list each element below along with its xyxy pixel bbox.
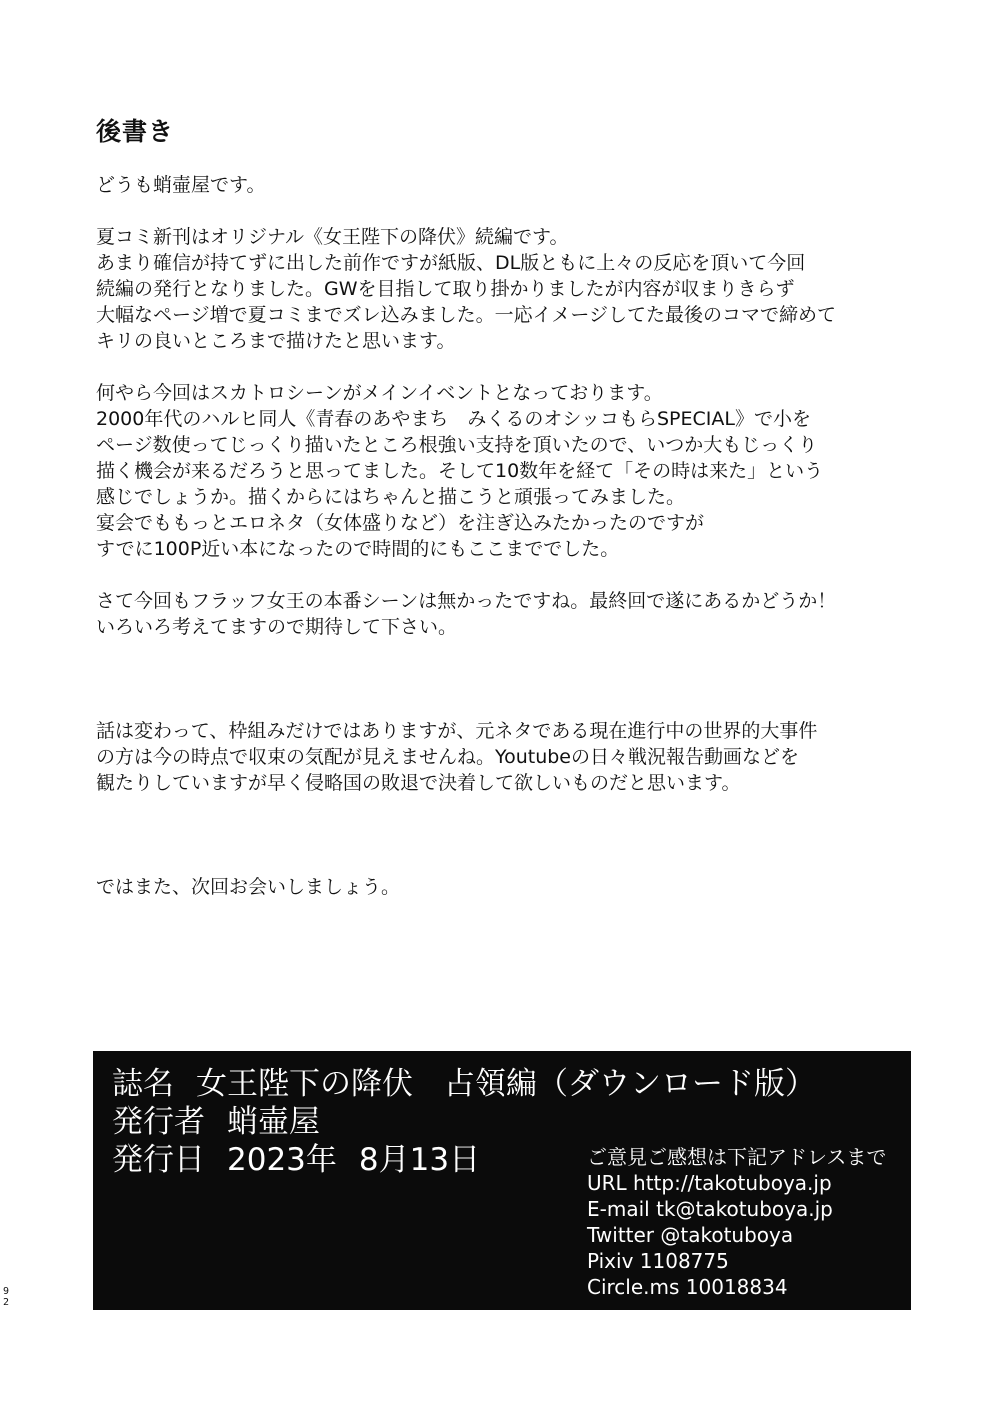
contact-circle: Circle.ms 10018834 — [587, 1275, 788, 1299]
paragraph-queen — [96, 588, 926, 640]
text-line: 続編の発行となりました。GWを目指して取り掛かりましたが内容が収まりきらず — [96, 278, 795, 300]
paragraph-farewell — [96, 874, 926, 900]
date-year: 2023年 — [227, 1142, 337, 1178]
colophon-title-row — [112, 1065, 816, 1103]
page-number-digit: 2 — [2, 1297, 10, 1308]
text-line: 2000年代のハルヒ同人《青春のあやまち みくるのオシッコもらSPECIAL》で小を — [96, 408, 811, 430]
colophon-contact — [587, 1144, 886, 1300]
publisher-label: 発行者 — [112, 1104, 205, 1140]
text-line: さて今回もフラッフ女王の本番シーンは無かったですね。最終回で遂にあるかどうか！ — [96, 590, 837, 612]
date-label: 発行日 — [112, 1142, 205, 1178]
text-line: 話は変わって、枠組みだけではありますが、元ネタである現在進行中の世界的大事件 — [96, 720, 818, 742]
text-line: すでに100P近い本になったので時間的にもここまででした。 — [96, 538, 620, 560]
text-line: 描く機会が来るだろうと思ってました。そして10数年を経て「その時は来た」という — [96, 460, 824, 482]
text-line: 何やら今回はスカトロシーンがメインイベントとなっております。 — [96, 382, 663, 404]
text-line: あまり確信が持てずに出した前作ですが紙版、DL版ともに上々の反応を頂いて今回 — [96, 252, 806, 274]
paragraph-main-event — [96, 380, 926, 562]
text-line: いろいろ考えてますので期待して下さい。 — [96, 616, 458, 638]
contact-pixiv: Pixiv 1108775 — [587, 1249, 729, 1273]
contact-email: E-mail tk@takotuboya.jp — [587, 1197, 833, 1221]
text-line: 大幅なページ増で夏コミまでズレ込みました。一応イメージしてた最後のコマで締めて — [96, 304, 837, 326]
text-line: ではまた、次回お会いしましょう。 — [96, 876, 401, 898]
title-value: 女王陛下の降伏 占領編（ダウンロード版） — [196, 1066, 816, 1102]
text-line: ページ数使ってじっくり描いたところ根強い支持を頂いたので、いつか大もじっくり — [96, 434, 818, 456]
contact-url: URL http://takotuboya.jp — [587, 1171, 832, 1195]
date-day: 8月13日 — [358, 1142, 481, 1178]
text-line: 観たりしていますが早く侵略国の敗退で決着して欲しいものだと思います。 — [96, 772, 741, 794]
afterword-body — [96, 172, 926, 900]
contact-heading: ご意見ご感想は下記アドレスまで — [587, 1145, 887, 1169]
afterword-title: 後書き — [96, 117, 175, 146]
text-line: キリの良いところまで描けたと思います。 — [96, 330, 456, 352]
page-number — [1, 1286, 11, 1308]
paragraph-greeting — [96, 172, 926, 198]
text-line: どうも蛸壷屋です。 — [96, 174, 266, 196]
paragraph-world-events — [96, 718, 926, 796]
text-line: の方は今の時点で収束の気配が見えませんね。Youtubeの日々戦況報告動画などを — [96, 746, 799, 768]
page-number-digit: 9 — [2, 1286, 10, 1297]
paragraph-new-release — [96, 224, 926, 354]
colophon-box — [93, 1051, 911, 1310]
contact-twitter: Twitter @takotuboya — [587, 1223, 794, 1247]
text-line: 感じでしょうか。描くからにはちゃんと描こうと頑張ってみました。 — [96, 486, 686, 508]
text-line: 夏コミ新刊はオリジナル《女王陛下の降伏》続編です。 — [96, 226, 569, 248]
publisher-value: 蛸壷屋 — [227, 1104, 320, 1140]
colophon-publisher-row — [112, 1103, 816, 1141]
text-line: 宴会でももっとエロネタ（女体盛りなど）を注ぎ込みたかったのですが — [96, 512, 705, 534]
title-label: 誌名 — [112, 1066, 174, 1102]
